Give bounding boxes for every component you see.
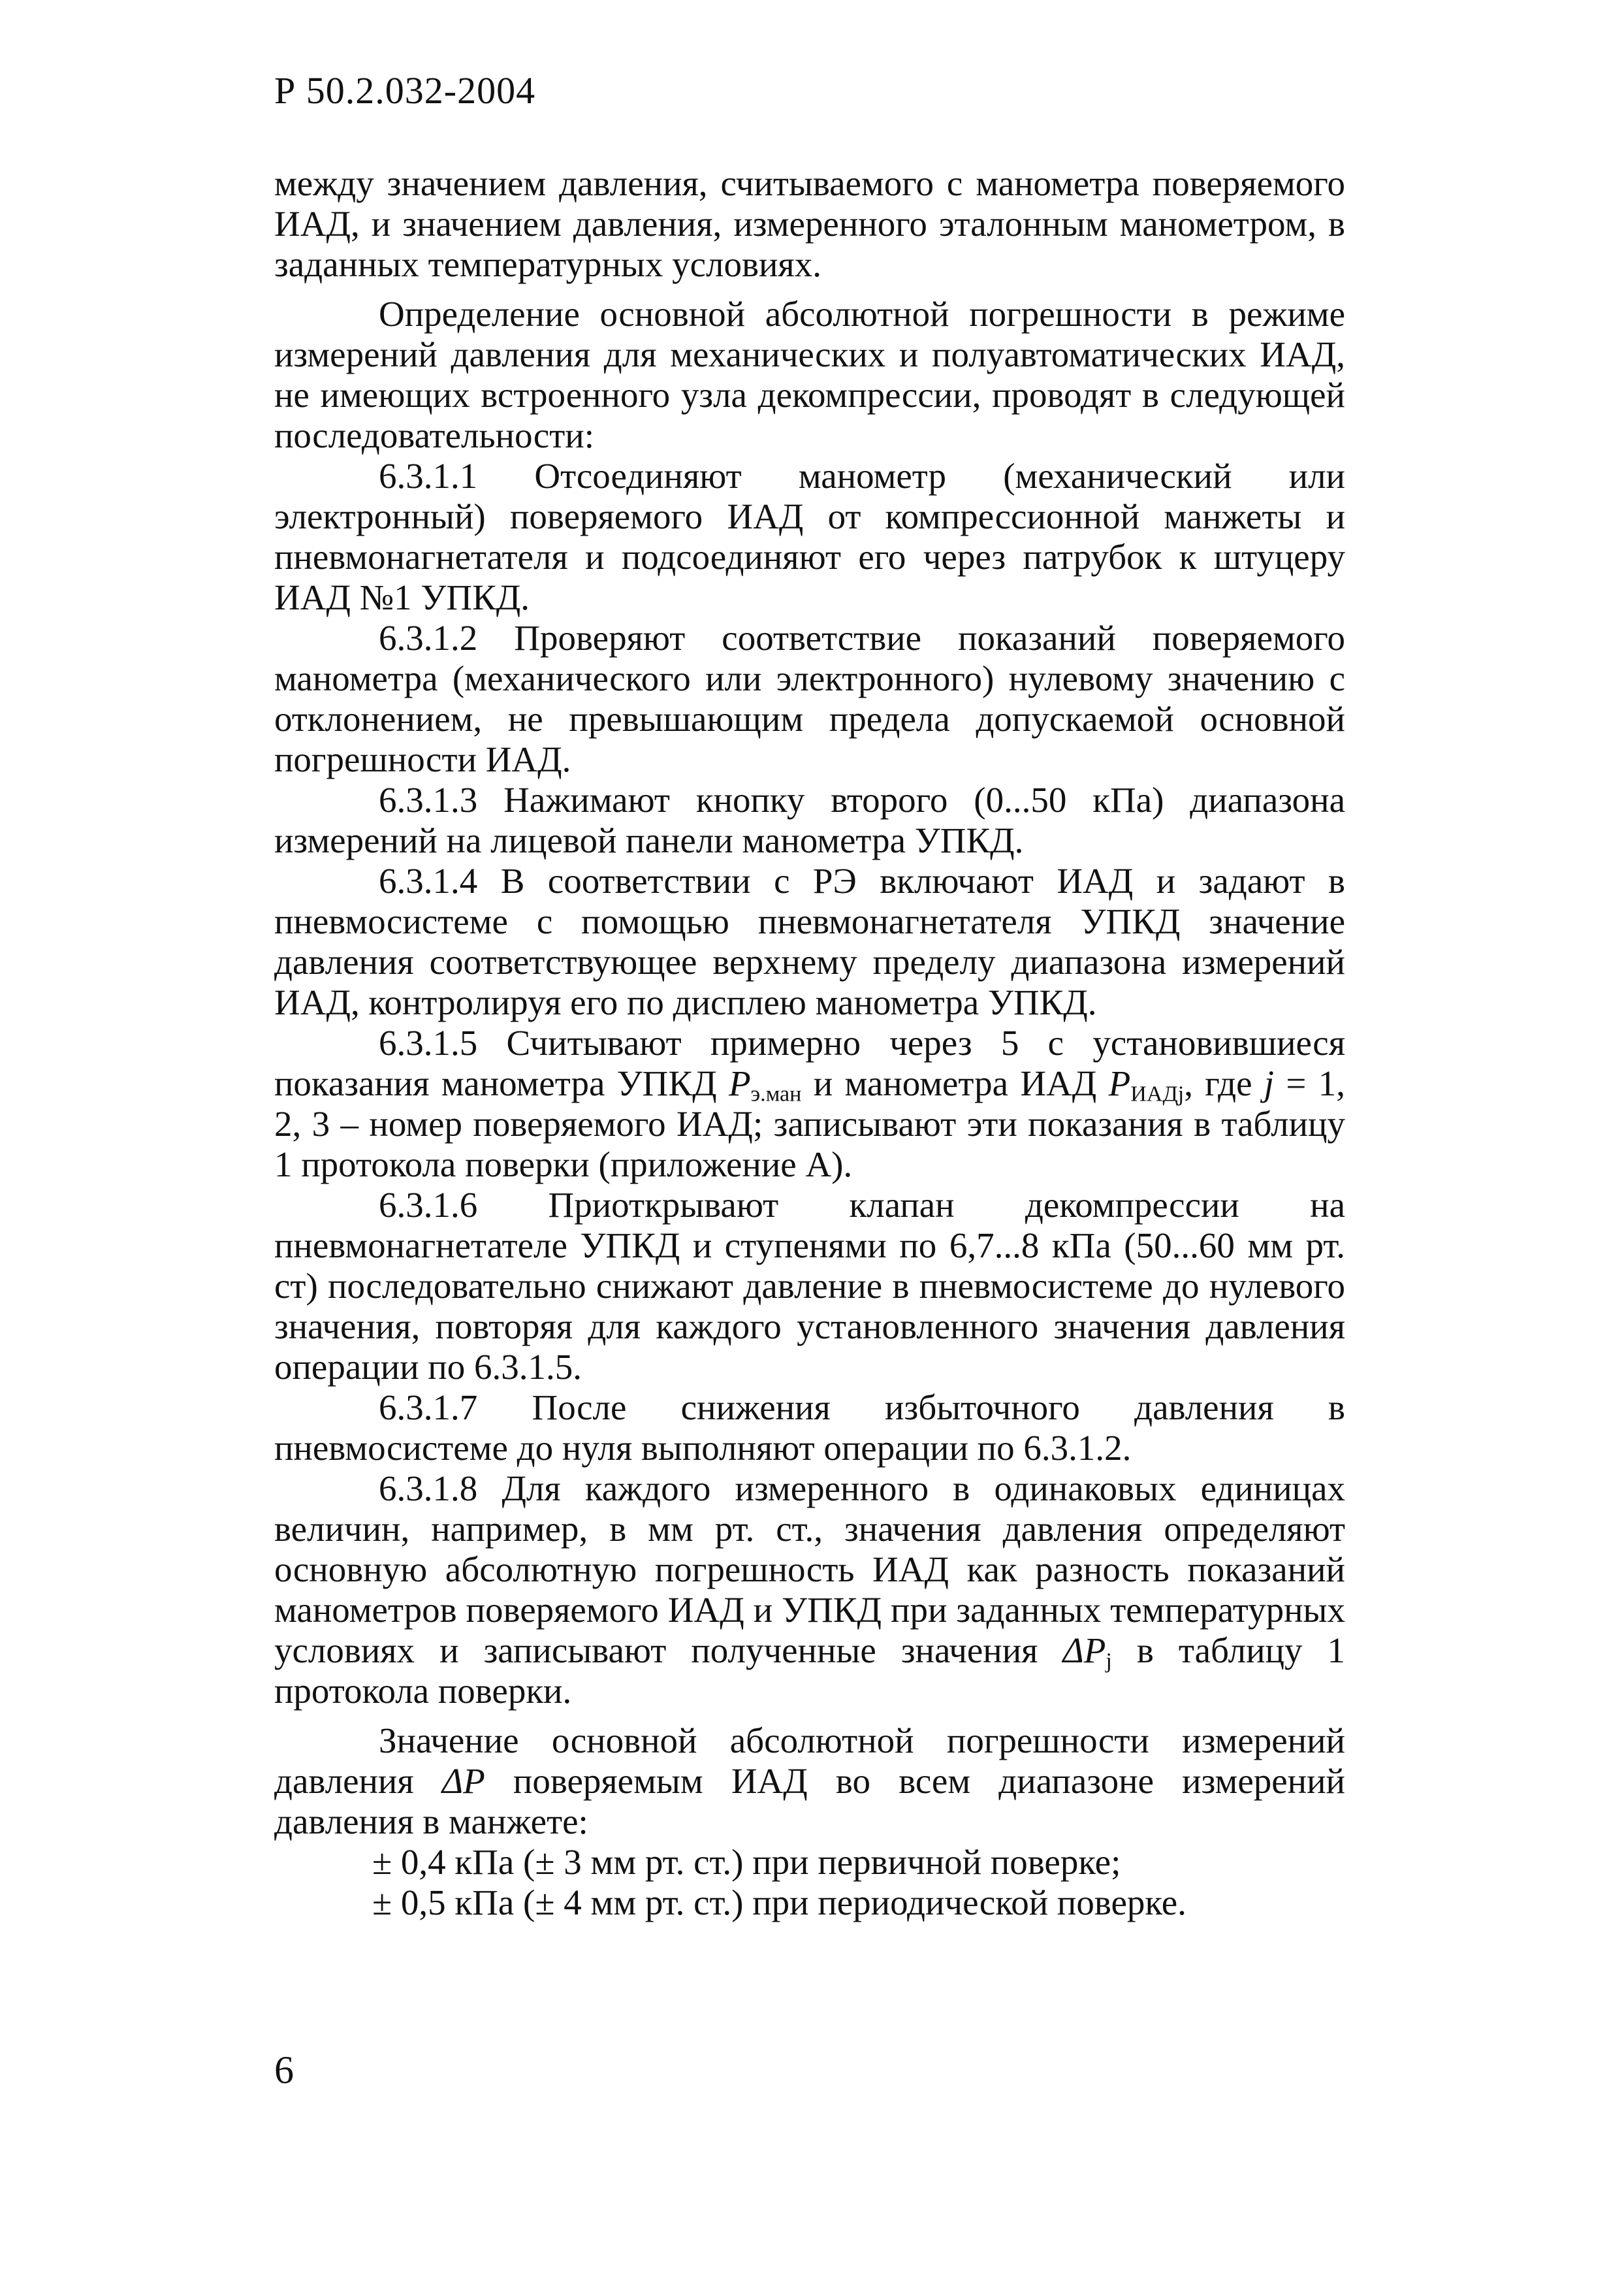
subscript: ИАДj [1130,1082,1185,1107]
tolerance-primary: ± 0,4 кПа (± 3 мм рт. ст.) при первичной поверке; [372,1842,1121,1882]
symbol-delta-p: ΔP [1062,1630,1106,1670]
symbol-p: P [728,1063,751,1103]
clause-6-3-1-5 [274,1023,1345,1185]
clause-text: 6.3.1.5 Считывают примерно через 5 с установившиеся показания манометра УПКД [274,1023,1345,1103]
clause-6-3-1-3: 6.3.1.3 Нажимают кнопку второго (0...50 кПа) диапазона измерений на лицевой панели манометра УПКД. [274,780,1345,860]
paragraph-intro: Определение основной абсолютной погрешности в режиме измерений давления для механических и полуавтоматических ИАД, не имеющих встроенного узла декомпрессии, проводят в следующей последовательности: [274,294,1345,455]
clause-6-3-1-4: 6.3.1.4 В соответствии с РЭ включают ИАД и задают в пневмосистеме с помощью пневмонагнетателя УПКД значение давления соответствующее верхнему пределу диапазона измерений ИАД, контролируя его по дисплею манометра УПКД. [274,861,1345,1022]
subscript: э.ман [750,1082,802,1107]
summary-text: поверяемым ИАД во всем диапазоне измерений давления в манжете: [274,1761,1345,1841]
body-text [274,163,1345,1923]
page-number: 6 [274,2048,294,2092]
symbol-j: j [1264,1063,1275,1103]
clause-6-3-1-8 [274,1468,1345,1711]
clause-text: и манометра ИАД [801,1063,1109,1103]
clause-text: 6.3.1.8 Для каждого измеренного в одинаковых единицах величин, например, в мм рт. ст., значения давления определяют основную абсолютную погрешность ИАД как разность показаний манометров поверяемого ИАД и УПКД при заданных температурных условиях и записывают полученные значения [274,1468,1345,1670]
clause-6-3-1-1: 6.3.1.1 Отсоединяют манометр (механический или электронный) поверяемого ИАД от компрессионной манжеты и пневмонагнетателя и подсоединяют его через патрубок к штуцеру ИАД №1 УПКД. [274,456,1345,617]
paragraph-summary [274,1720,1345,1842]
clause-text: в таблицу 1 протокола поверки. [274,1630,1345,1711]
tolerance-periodic: ± 0,5 кПа (± 4 мм рт. ст.) при периодической поверке. [372,1882,1186,1922]
clause-6-3-1-6: 6.3.1.6 Приоткрывают клапан декомпрессии на пневмонагнетателе УПКД и ступенями по 6,7...8 кПа (50...60 мм рт. ст) последовательно снижают давление в пневмосистеме до нулевого значения, повторяя для каждого установленного значения давления операции по 6.3.1.5. [274,1185,1345,1387]
symbol-p: P [1108,1063,1131,1103]
symbol-delta-p: ΔP [441,1761,485,1801]
paragraph-continuation: между значением давления, считываемого с манометра поверяемого ИАД, и значением давления, измеренного эталонным манометром, в заданных температурных условиях. [274,163,1345,284]
summary-text: Значение основной абсолютной погрешности измерений давления [274,1720,1345,1801]
document-code-header: Р 50.2.032-2004 [274,69,536,112]
clause-6-3-1-7: 6.3.1.7 После снижения избыточного давления в пневмосистеме до нуля выполняют операции по 6.3.1.2. [274,1387,1345,1468]
clause-text: = 1, 2, 3 – номер поверяемого ИАД; записывают эти показания в таблицу 1 протокола поверки (приложение А). [274,1063,1345,1184]
clause-text: , где [1184,1063,1264,1103]
clause-6-3-1-2: 6.3.1.2 Проверяют соответствие показаний поверяемого манометра (механического или электронного) нулевому значению с отклонением, не превышающим предела допускаемой основной погрешности ИАД. [274,618,1345,779]
subscript: j [1106,1649,1112,1673]
